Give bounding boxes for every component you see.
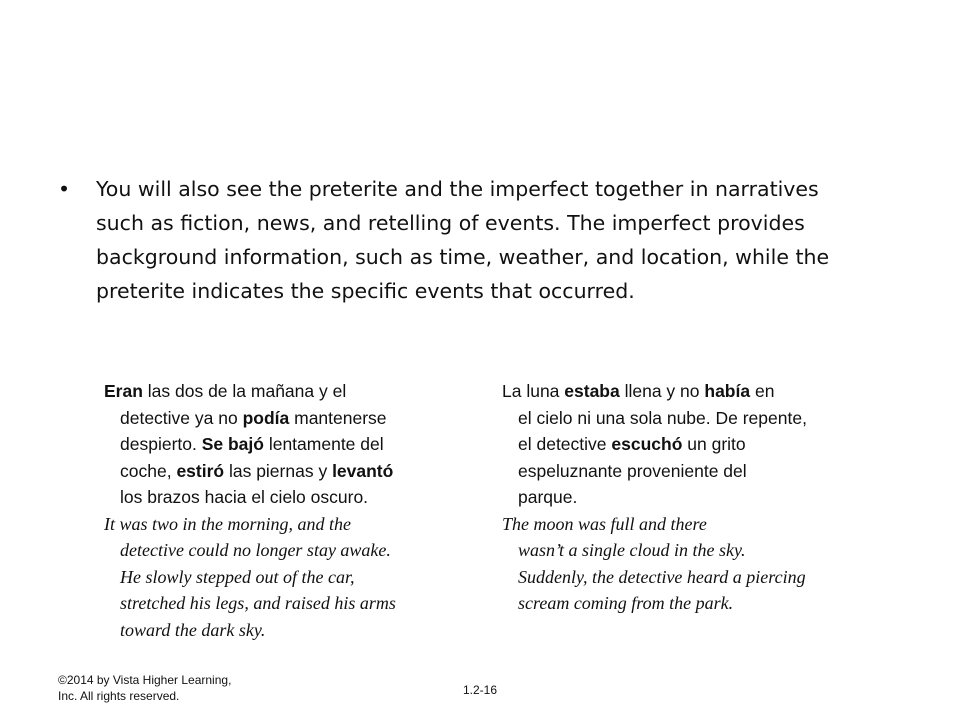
bullet-dot: • xyxy=(58,177,71,201)
bullet-line: such as fiction, news, and retelling of events. The imperfect provides xyxy=(96,211,805,235)
passage-line xyxy=(104,458,474,485)
text-run: despierto. xyxy=(120,434,202,454)
passage-line xyxy=(502,484,872,511)
passage-line xyxy=(502,405,872,432)
passage-line: wasn’t a single cloud in the sky. xyxy=(518,540,746,560)
passage-line xyxy=(502,378,872,405)
text-run: parque. xyxy=(518,487,578,507)
bullet-point xyxy=(58,172,918,308)
passage-line xyxy=(104,431,474,458)
bold-verb: podía xyxy=(242,407,290,428)
text-run: mantenerse xyxy=(289,407,387,428)
bold-verb: estiró xyxy=(176,460,225,481)
passage-line: Suddenly, the detective heard a piercing xyxy=(518,566,806,587)
bold-verb: escuchó xyxy=(611,434,683,454)
passage-line: detective could no longer stay awake. xyxy=(120,540,391,560)
text-run: el detective xyxy=(518,434,612,454)
text-run: detective ya no xyxy=(120,407,243,428)
text-run: las piernas y xyxy=(224,460,333,481)
passage-line: stretched his legs, and raised his arms xyxy=(120,593,396,613)
passage-line: He slowly stepped out of the car, xyxy=(120,566,355,587)
text-run: en xyxy=(750,381,775,401)
bold-verb: Eran xyxy=(104,381,143,401)
passage-line: toward the dark sky. xyxy=(120,619,266,640)
text-run: lentamente del xyxy=(263,434,384,454)
example-right xyxy=(502,378,872,617)
text-run: La luna xyxy=(502,381,565,401)
bold-verb: Se bajó xyxy=(201,434,264,454)
bullet-line: You will also see the preterite and the imperfect together in narratives xyxy=(96,177,819,201)
copyright-line: ©2014 by Vista Higher Learning, xyxy=(58,673,232,687)
text-run: los brazos hacia el cielo oscuro. xyxy=(120,487,369,507)
bullet-line: preterite indicates the specific events that occurred. xyxy=(96,279,635,303)
bold-verb: había xyxy=(704,381,751,401)
passage-line: scream coming from the park. xyxy=(518,593,734,613)
text-run: llena y no xyxy=(619,381,705,401)
slide-number: 1.2-16 xyxy=(463,683,498,697)
text-run: las dos de la mañana y el xyxy=(142,381,347,401)
bold-verb: levantó xyxy=(332,460,394,481)
passage-line: It was two in the morning, and the xyxy=(104,513,351,534)
bullet-text xyxy=(96,172,918,308)
copyright-notice xyxy=(58,672,231,704)
passage-line xyxy=(502,431,872,458)
example-left xyxy=(104,378,474,643)
text-run: espeluznante proveniente del xyxy=(518,460,747,481)
passage-line: The moon was full and there xyxy=(502,513,707,534)
passage-line xyxy=(502,458,872,485)
passage-line xyxy=(104,378,474,405)
spanish-passage xyxy=(502,378,872,511)
passage-line xyxy=(104,484,474,511)
spanish-passage xyxy=(104,378,474,511)
copyright-line: Inc. All rights reserved. xyxy=(58,689,180,703)
bullet-line: background information, such as time, weather, and location, while the xyxy=(96,245,830,269)
passage-line xyxy=(104,405,474,432)
bold-verb: estaba xyxy=(564,381,620,401)
english-translation xyxy=(104,511,474,644)
text-run: un grito xyxy=(682,434,746,454)
text-run: coche, xyxy=(120,460,177,481)
english-translation xyxy=(502,511,872,617)
text-run: el cielo ni una sola nube. De repente, xyxy=(518,407,807,428)
